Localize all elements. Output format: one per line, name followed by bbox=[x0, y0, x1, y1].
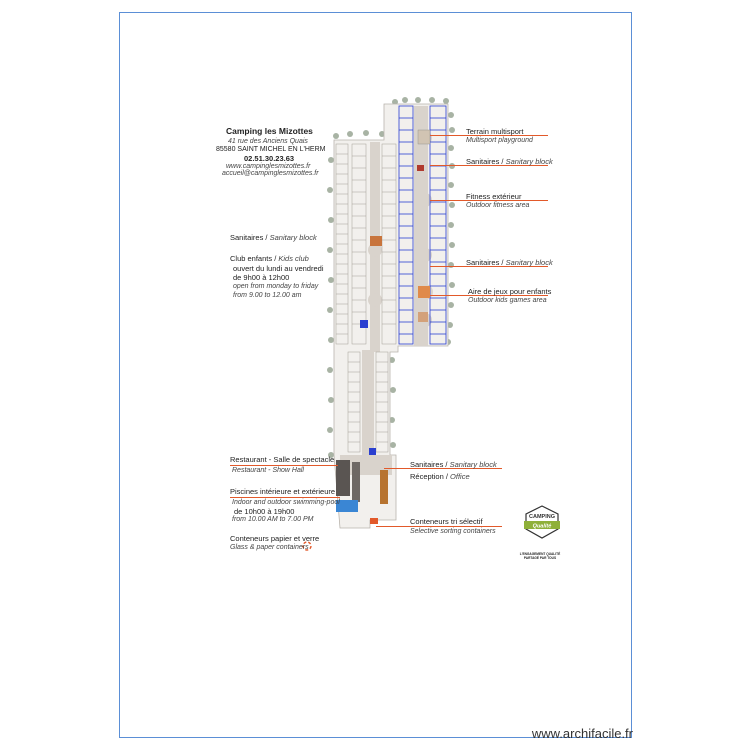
multisport-label-en: Multisport playground bbox=[466, 137, 533, 144]
sanitary2-label bbox=[466, 258, 553, 267]
games-label-en: Outdoor kids games area bbox=[468, 297, 547, 304]
pool-label-en: Indoor and outdoor swimming-pool bbox=[232, 499, 340, 506]
fitness-label: Fitness extérieur bbox=[466, 192, 522, 201]
pool-hours-fr: de 10h00 à 19h00 bbox=[234, 507, 295, 516]
kids-hours-fr: ouvert du lundi au vendredi bbox=[233, 264, 324, 273]
sorting-label: Conteneurs tri sélectif bbox=[410, 517, 483, 526]
restaurant-leader bbox=[230, 465, 338, 466]
left-sanitary-label bbox=[230, 233, 317, 242]
sorting-leader bbox=[376, 526, 502, 527]
sanitary2-en: Sanitary block bbox=[505, 258, 553, 267]
sanitary3-en: Sanitary block bbox=[449, 460, 497, 469]
restaurant-label: Restaurant - Salle de spectacle bbox=[230, 455, 335, 464]
address-line-2: 85580 SAINT MICHEL EN L'HERM bbox=[216, 146, 326, 153]
fitness-label-en: Outdoor fitness area bbox=[466, 202, 530, 209]
kids-hours-en: open from monday to friday bbox=[233, 283, 319, 290]
sanitary1-label bbox=[466, 157, 553, 166]
kids-club-label bbox=[230, 254, 309, 263]
logo-top-text: CAMPING bbox=[529, 514, 555, 520]
logo-badge-icon bbox=[522, 505, 562, 547]
bins-label: Conteneurs papier et verre bbox=[230, 534, 320, 543]
kids-fr: Club enfants / bbox=[230, 254, 279, 263]
sanitary2-fr: Sanitaires / bbox=[466, 258, 506, 267]
reception-label bbox=[410, 472, 470, 481]
address-line-1: 41 rue des Anciens Quais bbox=[228, 138, 308, 145]
multisport-label: Terrain multisport bbox=[466, 127, 524, 136]
sorting-label-en: Selective sorting containers bbox=[410, 528, 496, 535]
sanitary-en: Sanitary block bbox=[269, 233, 317, 242]
pool-hours-en: from 10.00 AM to 7.00 PM bbox=[232, 516, 314, 523]
watermark: www.archifacile.fr bbox=[531, 726, 633, 741]
campsite-name: Camping les Mizottes bbox=[226, 126, 313, 136]
pool-leader bbox=[230, 497, 340, 498]
restaurant-label-en: Restaurant - Show Hall bbox=[232, 467, 304, 474]
pool-label: Piscines intérieure et extérieure bbox=[230, 487, 336, 496]
kids-hours-fr-2: de 9h00 à 12h00 bbox=[233, 273, 290, 282]
kids-en: Kids club bbox=[278, 254, 309, 263]
games-label: Aire de jeux pour enfants bbox=[468, 287, 552, 296]
reception-fr: Réception / bbox=[410, 472, 451, 481]
email-link[interactable]: accueil@campinglesmizottes.fr bbox=[222, 170, 319, 177]
camping-qualite-logo bbox=[519, 505, 561, 560]
logo-caption-1: L'ENGAGEMENT QUALITÉ bbox=[519, 552, 561, 556]
sanitary3-fr: Sanitaires / bbox=[410, 460, 450, 469]
kids-hours-en-2: from 9.00 to 12.00 am bbox=[233, 292, 302, 299]
reception-en: Office bbox=[450, 472, 470, 481]
sanitary1-fr: Sanitaires / bbox=[466, 157, 506, 166]
logo-mid-text: Qualité bbox=[532, 523, 552, 530]
phone-number: 02.51.30.23.63 bbox=[244, 154, 295, 163]
website-link[interactable]: www.campinglesmizottes.fr bbox=[226, 163, 311, 170]
sanitary3-label bbox=[410, 460, 497, 469]
sanitary1-en: Sanitary block bbox=[505, 157, 553, 166]
logo-caption-2: PARTAGÉ PAR TOUS bbox=[523, 556, 557, 560]
sanitary-fr: Sanitaires / bbox=[230, 233, 270, 242]
bins-label-en: Glass & paper containers bbox=[230, 544, 309, 551]
